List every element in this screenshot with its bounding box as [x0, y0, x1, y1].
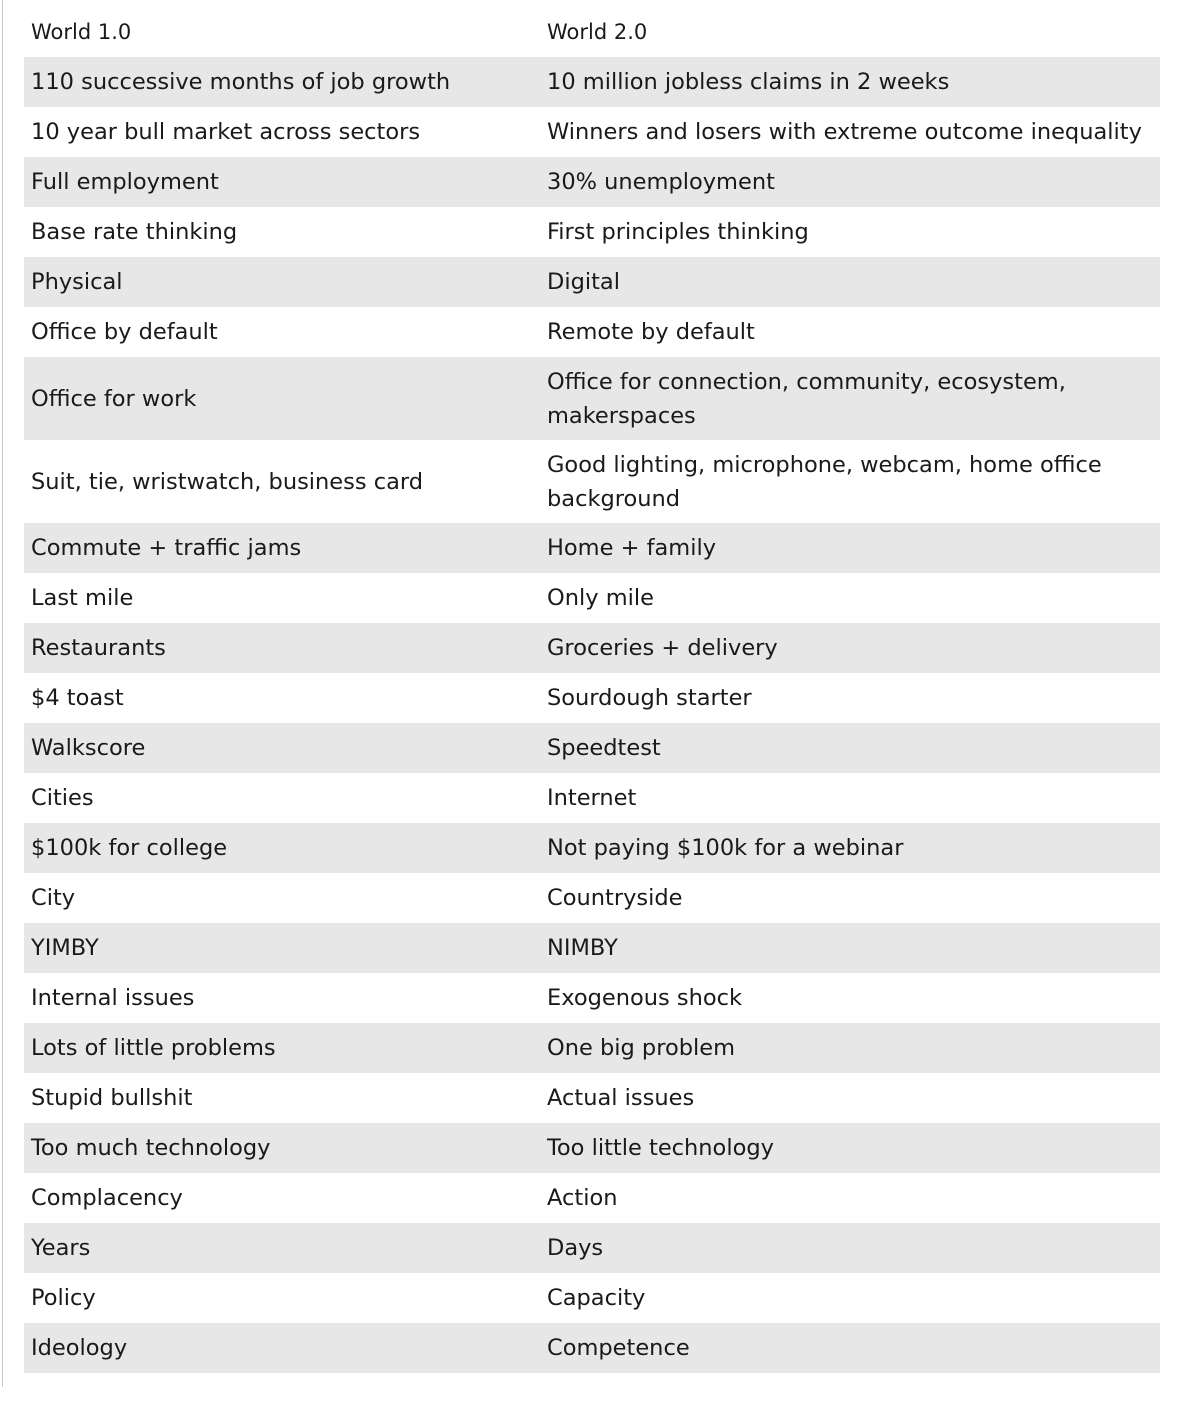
- cell-world-1: City: [31, 885, 76, 911]
- cell-world-2: Groceries + delivery: [547, 635, 778, 661]
- table-row: [24, 773, 1160, 823]
- cell-world-2: Sourdough starter: [547, 685, 752, 711]
- cell-world-1: $100k for college: [31, 835, 228, 861]
- table-row: [24, 823, 1160, 873]
- cell-world-2: Countryside: [547, 885, 683, 911]
- cell-world-1: Full employment: [31, 169, 219, 195]
- cell-world-1: Last mile: [31, 585, 134, 611]
- cell-world-2: First principles thinking: [547, 219, 809, 245]
- table-header-row: [24, 7, 1160, 57]
- cell-world-1: Office by default: [31, 319, 218, 345]
- table-row: [24, 440, 1160, 523]
- cell-world-1: 110 successive months of job growth: [31, 69, 451, 95]
- cell-world-1: Office for work: [31, 385, 197, 412]
- cell-world-1: Internal issues: [31, 985, 195, 1011]
- cell-world-1: Cities: [31, 785, 94, 811]
- table-row: [24, 973, 1160, 1023]
- table-row: [24, 357, 1160, 440]
- table-row: [24, 1223, 1160, 1273]
- cell-world-1: Years: [31, 1235, 91, 1261]
- cell-world-2: One big problem: [547, 1035, 736, 1061]
- cell-world-1: Base rate thinking: [31, 219, 238, 245]
- cell-world-2: Not paying $100k for a webinar: [547, 835, 904, 861]
- table-row: [24, 1073, 1160, 1123]
- table-row: [24, 207, 1160, 257]
- cell-world-2: NIMBY: [547, 935, 618, 961]
- cell-world-2: Too little technology: [547, 1135, 774, 1161]
- cell-world-1: Suit, tie, wristwatch, business card: [31, 468, 424, 495]
- table-row: [24, 107, 1160, 157]
- cell-world-2: Actual issues: [547, 1085, 695, 1111]
- cell-world-1: Stupid bullshit: [31, 1085, 193, 1111]
- cell-world-2: Home + family: [547, 535, 717, 561]
- cell-world-2: 10 million jobless claims in 2 weeks: [547, 69, 950, 95]
- cell-world-2: Office for connection, community, ecosystem, makerspaces: [547, 368, 1066, 429]
- cell-world-1: Restaurants: [31, 635, 166, 661]
- cell-world-2: Winners and losers with extreme outcome inequality: [547, 119, 1142, 145]
- cell-world-2: 30% unemployment: [547, 169, 775, 195]
- cell-world-1: Ideology: [31, 1335, 128, 1361]
- table-row: [24, 1023, 1160, 1073]
- cell-world-2: Speedtest: [547, 735, 661, 761]
- cell-world-1: Complacency: [31, 1185, 183, 1211]
- cell-world-1: 10 year bull market across sectors: [31, 119, 421, 145]
- cell-world-1: YIMBY: [31, 935, 99, 961]
- table-row: [24, 57, 1160, 107]
- table-row: [24, 723, 1160, 773]
- cell-world-2: Internet: [547, 785, 637, 811]
- page-left-border: [2, 0, 3, 1387]
- cell-world-1: $4 toast: [31, 685, 124, 711]
- cell-world-1: Walkscore: [31, 735, 146, 761]
- table-row: [24, 673, 1160, 723]
- cell-world-1: Commute + traffic jams: [31, 535, 302, 561]
- cell-world-2: Competence: [547, 1335, 690, 1361]
- table-row: [24, 873, 1160, 923]
- cell-world-2: Good lighting, microphone, webcam, home office background: [547, 451, 1102, 512]
- table-row: [24, 923, 1160, 973]
- table-row: [24, 157, 1160, 207]
- cell-world-2: Remote by default: [547, 319, 755, 345]
- cell-world-2: Capacity: [547, 1285, 646, 1311]
- table-row: [24, 1173, 1160, 1223]
- comparison-table: [24, 7, 1160, 1403]
- cell-world-1: Lots of little problems: [31, 1035, 276, 1061]
- table-row-cut-off: [24, 1373, 1160, 1403]
- table-row: [24, 1323, 1160, 1373]
- table-row: [24, 1123, 1160, 1173]
- cell-world-2: Days: [547, 1235, 604, 1261]
- table-row: [24, 1273, 1160, 1323]
- table-row: [24, 307, 1160, 357]
- cell-world-1: Too much technology: [31, 1135, 271, 1161]
- table-row: [24, 623, 1160, 673]
- table-row: [24, 523, 1160, 573]
- table-row: [24, 573, 1160, 623]
- cell-world-1: Physical: [31, 269, 123, 295]
- table-row: [24, 257, 1160, 307]
- cell-world-2: Only mile: [547, 585, 654, 611]
- cell-world-2: Digital: [547, 269, 620, 295]
- cell-world-2: Exogenous shock: [547, 985, 743, 1011]
- cell-world-2: Action: [547, 1185, 618, 1211]
- header-world-1: World 1.0: [31, 20, 132, 44]
- cell-world-1: Policy: [31, 1285, 96, 1311]
- header-world-2: World 2.0: [547, 20, 648, 44]
